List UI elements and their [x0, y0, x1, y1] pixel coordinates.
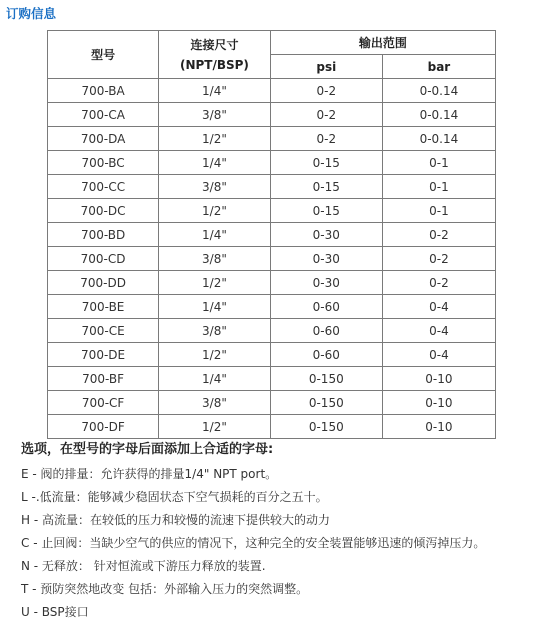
ordering-table: [47, 30, 496, 439]
option-item: C - 止回阀：当缺少空气的供应的情况下，这种完全的安全装置能够迅速的倾泻掉压力。: [21, 536, 486, 550]
cell-model: 700-DA: [48, 127, 159, 151]
cell-bar: 0-2: [382, 247, 495, 271]
option-item: N - 无释放： 针对恒流或下游压力释放的装置.: [21, 559, 266, 573]
cell-connection: 3/8": [159, 247, 271, 271]
table-row: [48, 103, 496, 127]
header-connection-line1: 连接尺寸: [190, 37, 239, 52]
option-item: H - 高流量：在较低的压力和较慢的流速下提供较大的动力: [21, 513, 330, 527]
cell-psi: 0-30: [270, 223, 382, 247]
cell-connection: 1/4": [159, 79, 271, 103]
cell-model: 700-DF: [48, 415, 159, 439]
options-section: [21, 441, 531, 628]
cell-connection: 1/4": [159, 151, 271, 175]
cell-psi: 0-2: [270, 127, 382, 151]
cell-connection: 1/2": [159, 415, 271, 439]
table-row: [48, 415, 496, 439]
cell-bar: 0-1: [382, 151, 495, 175]
cell-model: 700-CA: [48, 103, 159, 127]
cell-connection: 3/8": [159, 103, 271, 127]
table-row: [48, 223, 496, 247]
table-row: [48, 319, 496, 343]
options-title: 选项，在型号的字母后面添加上合适的字母:: [21, 442, 274, 457]
cell-psi: 0-150: [270, 391, 382, 415]
cell-connection: 1/2": [159, 271, 271, 295]
cell-model: 700-BA: [48, 79, 159, 103]
option-item: L -.低流量：能够减少稳固状态下空气损耗的百分之五十。: [21, 490, 328, 504]
cell-psi: 0-15: [270, 151, 382, 175]
option-item: E - 阀的排量：允许获得的排量1/4" NPT port。: [21, 467, 278, 481]
cell-bar: 0-0.14: [382, 103, 495, 127]
table-row: [48, 391, 496, 415]
cell-bar: 0-2: [382, 271, 495, 295]
cell-connection: 1/2": [159, 343, 271, 367]
cell-bar: 0-1: [382, 199, 495, 223]
cell-bar: 0-10: [382, 391, 495, 415]
cell-bar: 0-0.14: [382, 79, 495, 103]
option-item: T - 预防突然地改变 包括：外部输入压力的突然调整。: [21, 582, 309, 596]
table-row: [48, 199, 496, 223]
cell-bar: 0-4: [382, 343, 495, 367]
cell-connection: 1/4": [159, 223, 271, 247]
cell-model: 700-DE: [48, 343, 159, 367]
cell-connection: 1/2": [159, 199, 271, 223]
cell-bar: 0-4: [382, 319, 495, 343]
cell-psi: 0-15: [270, 199, 382, 223]
cell-model: 700-CD: [48, 247, 159, 271]
cell-psi: 0-150: [270, 367, 382, 391]
table-row: [48, 151, 496, 175]
table-row: [48, 79, 496, 103]
cell-psi: 0-15: [270, 175, 382, 199]
options-list: [21, 467, 531, 628]
cell-model: 700-CC: [48, 175, 159, 199]
cell-bar: 0-10: [382, 367, 495, 391]
section-title: 订购信息: [6, 6, 57, 21]
cell-model: 700-CE: [48, 319, 159, 343]
cell-connection: 3/8": [159, 391, 271, 415]
cell-connection: 3/8": [159, 319, 271, 343]
table-body: [48, 79, 496, 439]
cell-model: 700-BE: [48, 295, 159, 319]
cell-model: 700-BF: [48, 367, 159, 391]
cell-bar: 0-2: [382, 223, 495, 247]
cell-psi: 0-150: [270, 415, 382, 439]
cell-connection: 1/4": [159, 367, 271, 391]
cell-bar: 0-10: [382, 415, 495, 439]
table-row: [48, 127, 496, 151]
table-row: [48, 247, 496, 271]
table-row: [48, 175, 496, 199]
cell-model: 700-BC: [48, 151, 159, 175]
table-row: [48, 343, 496, 367]
header-model: 型号: [48, 31, 159, 79]
header-connection-line2: (NPT/BSP): [179, 57, 249, 72]
header-connection: [159, 31, 271, 79]
header-bar: bar: [382, 55, 495, 79]
cell-model: 700-DD: [48, 271, 159, 295]
cell-model: 700-BD: [48, 223, 159, 247]
table-row: [48, 367, 496, 391]
header-output-range: 输出范围: [270, 31, 495, 55]
cell-psi: 0-30: [270, 271, 382, 295]
table-row: [48, 295, 496, 319]
cell-psi: 0-2: [270, 103, 382, 127]
option-item: U - BSP接口: [21, 605, 89, 619]
cell-model: 700-CF: [48, 391, 159, 415]
cell-psi: 0-60: [270, 295, 382, 319]
header-psi: psi: [270, 55, 382, 79]
cell-connection: 1/4": [159, 295, 271, 319]
table-row: [48, 271, 496, 295]
cell-psi: 0-2: [270, 79, 382, 103]
cell-bar: 0-0.14: [382, 127, 495, 151]
cell-connection: 1/2": [159, 127, 271, 151]
cell-bar: 0-1: [382, 175, 495, 199]
cell-psi: 0-60: [270, 343, 382, 367]
cell-psi: 0-30: [270, 247, 382, 271]
cell-psi: 0-60: [270, 319, 382, 343]
cell-connection: 3/8": [159, 175, 271, 199]
cell-model: 700-DC: [48, 199, 159, 223]
cell-bar: 0-4: [382, 295, 495, 319]
